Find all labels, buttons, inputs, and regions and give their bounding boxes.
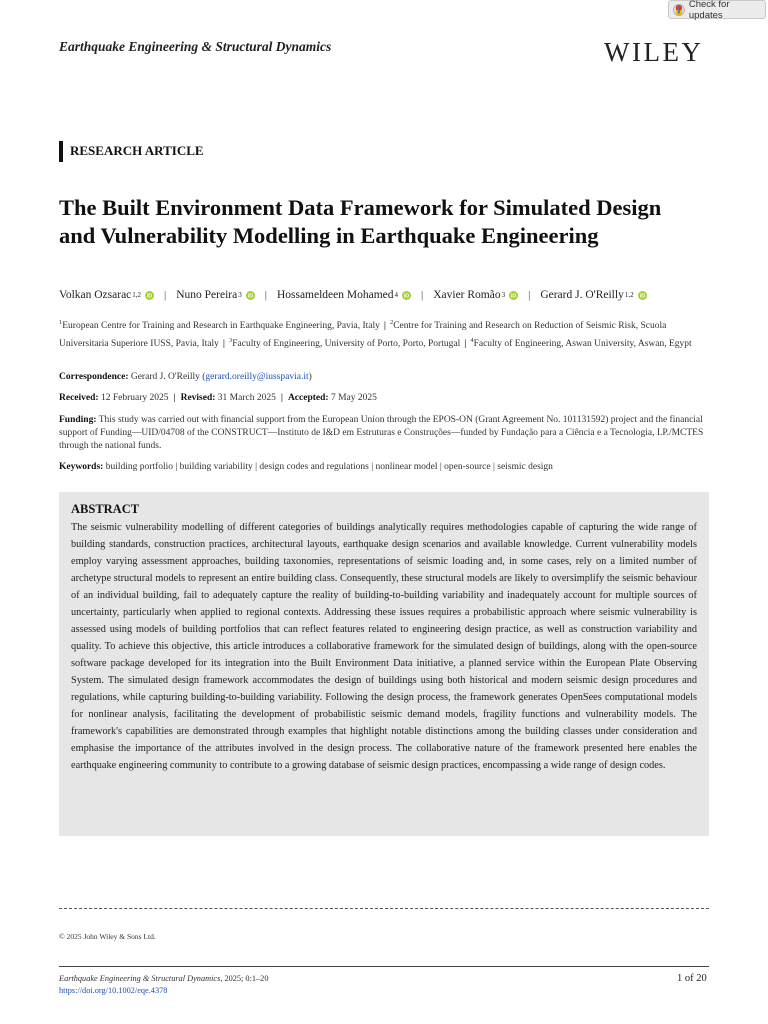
orcid-icon[interactable] bbox=[509, 291, 518, 300]
dashed-divider bbox=[59, 908, 709, 909]
abstract-text: The seismic vulnerability modelling of different categories of buildings analytically requires methodologies capable of capturing the wide range of building standards, construction practices, architectural layouts, earthquake design scenarios and available knowledge. Current vulnerability models employ varying assessment approaches, building taxonomies, representations of seismic loading and, in some cases, rely on a limited number of archetype structural models to represent an entire building class. Consequently, these structural models are likely to oversimplify the seismic behaviour of an individual building, fail to adequately capture the reality of building-to-building variability and inadequately account for multiple sources of uncertainty, particularly when applied to regional contexts. Addressing these issues requires a probabilistic approach where seismic vulnerability is assessed using models of building portfolios that can reflect features related to engineering design practice, as well as construction variability and quality. To achieve this objective, this article introduces a collaborative framework for the simulated design of buildings, along with the open-source software package developed for its integration into the Built Environment Data initiative, a planned service within the European Plate Observing System. The simulated design framework accommodates the design of buildings using both historical and modern seismic design procedures and regulations, while capturing building-to-building variability. Following the design process, the framework generates OpenSees computational models for nonlinear analysis, facilitating the development of probabilistic seismic demand models, fragility functions and vulnerability models. The framework's capabilities are demonstrated through examples that highlight notable distinctions among the building classes under consideration and emphasise the importance of the attributes involved in the design process. The collaborative nature of the framework presented here enables the earthquake engineering community to contribute to a growing database of seismic design practices, encompassing a wide range of design codes. bbox=[71, 522, 697, 771]
svg-text:iD: iD bbox=[639, 293, 645, 300]
funding bbox=[59, 414, 711, 453]
affiliations bbox=[59, 316, 711, 351]
funding-label: Funding: bbox=[59, 415, 97, 425]
affiliation-number: 2 bbox=[389, 319, 394, 326]
correspondence-name: Gerard J. O'Reilly bbox=[130, 372, 200, 382]
revised-label: Revised: bbox=[180, 393, 216, 403]
author-name: Xavier Romão bbox=[433, 289, 501, 301]
affiliation-separator: | bbox=[383, 321, 386, 332]
footer-citation-details: , 2025; 0:1–20 bbox=[220, 974, 269, 983]
author-separator: | bbox=[528, 289, 531, 301]
copyright-notice: © 2025 John Wiley & Sons Ltd. bbox=[59, 932, 156, 941]
orcid-icon[interactable] bbox=[402, 291, 411, 300]
keywords-label: Keywords: bbox=[59, 462, 104, 472]
date-separator: | bbox=[173, 393, 176, 403]
affiliation-separator: | bbox=[464, 338, 467, 349]
received-date: 12 February 2025 bbox=[100, 393, 169, 403]
author-affiliation-ref: 1,2 bbox=[132, 291, 142, 299]
page-number: 1 of 20 bbox=[677, 973, 707, 984]
affiliation: European Centre for Training and Research in Earthquake Engineering, Pavia, Italy bbox=[62, 321, 380, 332]
orcid-icon[interactable] bbox=[246, 291, 255, 300]
affiliation-number: 3 bbox=[228, 336, 233, 344]
author-separator: | bbox=[264, 289, 267, 301]
received-label: Received: bbox=[59, 393, 99, 403]
svg-text:iD: iD bbox=[247, 293, 253, 300]
check-for-updates-label: Check for updates bbox=[688, 0, 730, 21]
svg-text:iD: iD bbox=[510, 293, 517, 300]
correspondence-email-link[interactable]: gerard.oreilly@iusspavia.it bbox=[205, 372, 309, 382]
affiliation-separator: | bbox=[222, 338, 225, 349]
orcid-icon[interactable] bbox=[638, 291, 647, 300]
accepted-date: 7 May 2025 bbox=[330, 393, 377, 403]
author-affiliation-ref: 3 bbox=[501, 291, 506, 299]
footer-journal: Earthquake Engineering & Structural Dynamics bbox=[59, 974, 221, 983]
correspondence: Correspondence: Gerard J. O'Reilly (gerard.oreilly@iusspavia.it) bbox=[59, 372, 312, 382]
revised-date: 31 March 2025 bbox=[217, 393, 276, 403]
svg-text:iD: iD bbox=[146, 293, 153, 300]
author[interactable] bbox=[433, 287, 518, 303]
author-separator: | bbox=[164, 289, 167, 301]
author-name: Gerard J. O'Reilly bbox=[540, 289, 624, 301]
affiliation-number: 1 bbox=[59, 319, 63, 326]
crossmark-icon bbox=[673, 4, 685, 16]
author-separator: | bbox=[421, 289, 424, 301]
article-type-label: RESEARCH ARTICLE bbox=[59, 141, 204, 162]
publisher-logo: WILEY bbox=[604, 37, 704, 67]
author-list bbox=[59, 287, 719, 303]
article-dates bbox=[59, 392, 711, 405]
abstract-box bbox=[59, 492, 709, 836]
author[interactable] bbox=[59, 287, 154, 303]
author[interactable] bbox=[540, 287, 646, 303]
article-title: The Built Environment Data Framework for Simulated Design and Vulnerability Modelling in Earthquake Engineering bbox=[59, 195, 662, 248]
check-for-updates-button[interactable] bbox=[668, 0, 766, 19]
keywords bbox=[59, 461, 711, 474]
author-affiliation-ref: 4 bbox=[394, 291, 399, 299]
author-name: Volkan Ozsarac bbox=[59, 289, 132, 301]
footer-citation bbox=[59, 974, 268, 983]
affiliation: Faculty of Engineering, Aswan University, Aswan, Egypt bbox=[473, 338, 692, 349]
abstract-heading: ABSTRACT bbox=[71, 502, 140, 516]
svg-text:iD: iD bbox=[403, 293, 410, 300]
author-affiliation-ref: 3 bbox=[238, 291, 242, 299]
author-affiliation-ref: 1,2 bbox=[624, 291, 634, 299]
date-separator: | bbox=[280, 393, 283, 403]
author-name: Nuno Pereira bbox=[176, 289, 238, 301]
orcid-icon[interactable] bbox=[145, 291, 154, 300]
keywords-text: building portfolio | building variability | design codes and regulations | nonlinear model | open-source | seismic design bbox=[105, 462, 553, 472]
author[interactable] bbox=[277, 287, 411, 303]
journal-name: Earthquake Engineering & Structural Dynamics bbox=[59, 39, 332, 54]
affiliation: Faculty of Engineering, University of Porto, Porto, Portugal bbox=[232, 338, 461, 349]
accepted-label: Accepted: bbox=[287, 393, 329, 403]
doi-link[interactable]: https://doi.org/10.1002/eqe.4378 bbox=[59, 986, 168, 995]
funding-text: This study was carried out with financial support from the European Union through the EPOS-ON (Grant Agreement No. 101131592) project and the financial support of Funding—UID/04708 of the CONSTRUCT—Instituto de I&D em Estruturas e Construções—funded by Fundação para a Ciência e a Tecnologia, I.P./MCTES through the national funds. bbox=[59, 415, 704, 451]
author[interactable] bbox=[176, 287, 255, 303]
footer-divider bbox=[59, 966, 709, 967]
correspondence-label: Correspondence: bbox=[59, 372, 129, 382]
author-name: Hossameldeen Mohamed bbox=[276, 289, 394, 301]
affiliation-number: 4 bbox=[470, 336, 474, 344]
affiliation: Centre for Training and Research on Reduction of Seismic Risk, Scuola Universitaria Superiore IUSS, Pavia, Italy bbox=[59, 321, 667, 349]
